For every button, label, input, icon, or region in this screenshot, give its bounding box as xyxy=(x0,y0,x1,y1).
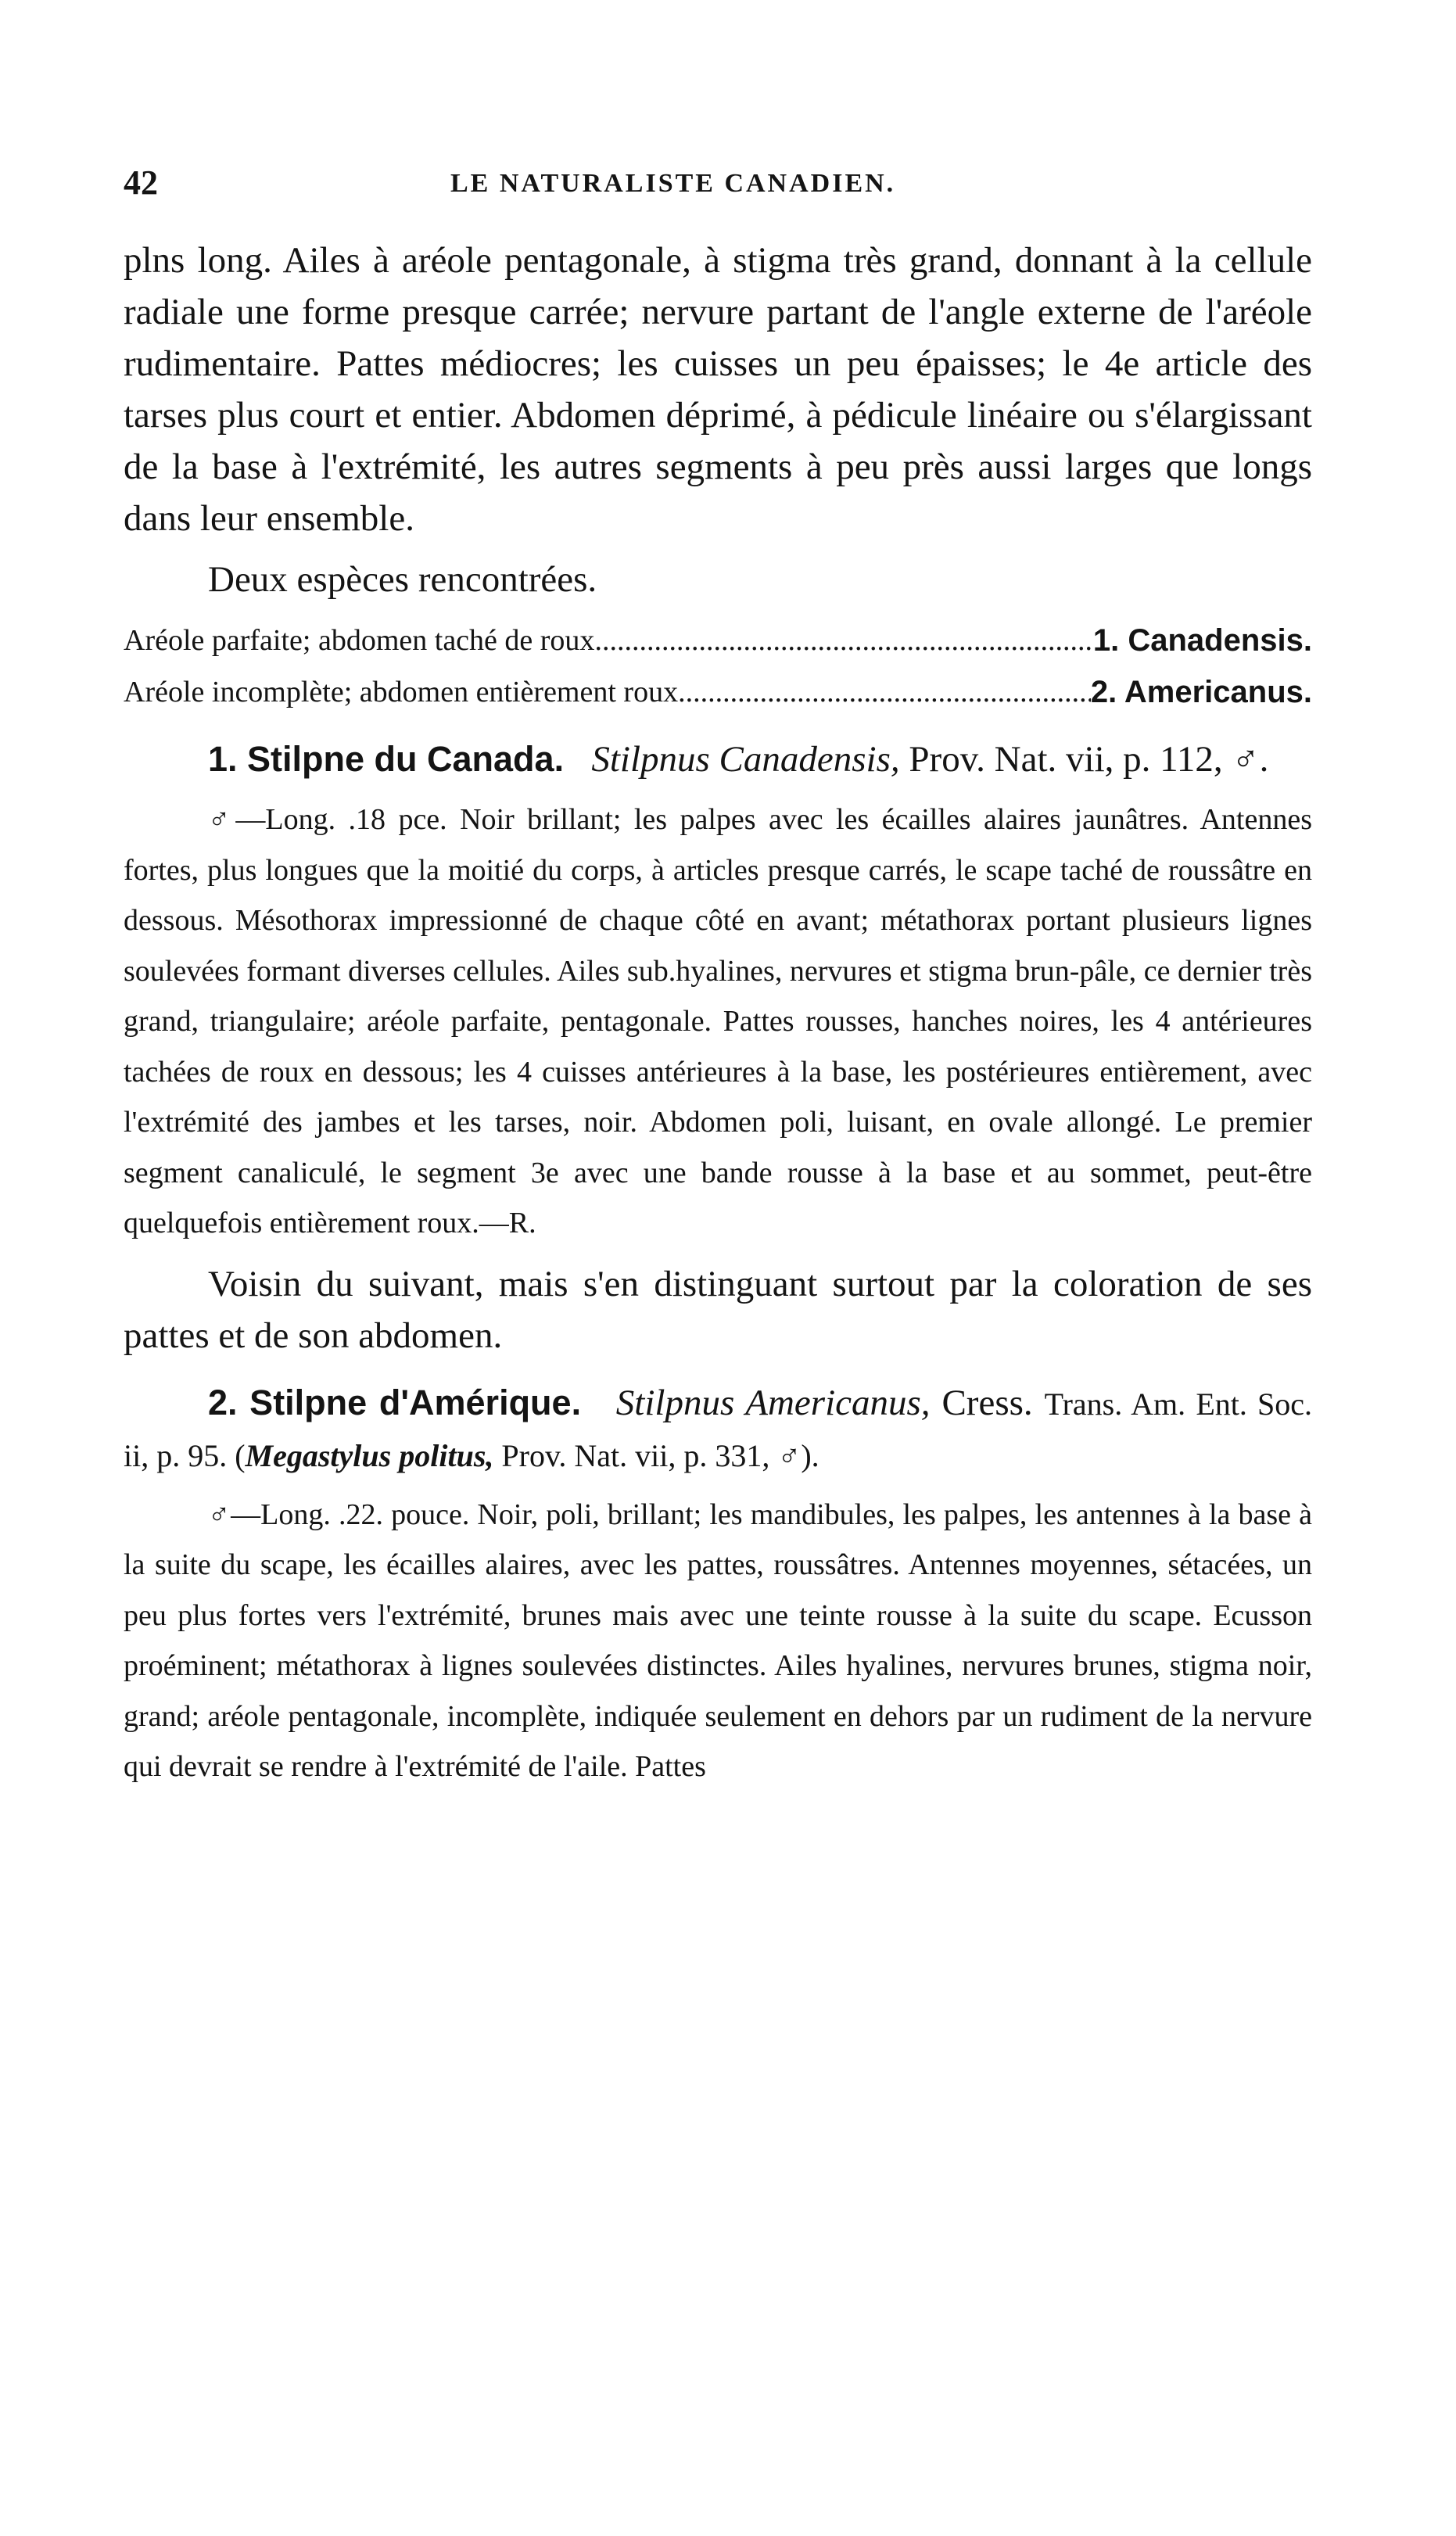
species-entry-1 xyxy=(124,734,1312,1249)
page-number: 42 xyxy=(124,163,158,202)
key-row-result: 1. Canadensis. xyxy=(1092,623,1312,658)
page-body xyxy=(124,235,1312,1792)
reference-prefix: Trans. Am. Ent. Soc. ii, p. 95. ( xyxy=(124,1386,1313,1473)
species-author: Cress. xyxy=(941,1382,1033,1423)
reference-suffix: Prov. Nat. vii, p. 331, ♂). xyxy=(493,1437,819,1473)
key-row-result: 2. Americanus. xyxy=(1090,675,1312,709)
species-latin-name: Stilpnus Americanus, xyxy=(615,1382,931,1423)
species-description: ♂—Long. .22. pouce. Noir, poli, brillant; les mandibules, les palpes, les antennes à la base à la suite du scape, les écailles alaires, avec les pattes, roussâtres. Antennes moyennes, sétacées, un peu plus fortes vers l'extrémité, brunes mais avec une teinte rousse à la suite du scape. Ecusson proéminent; métathorax à lignes soulevées distinctes. Ailes hyalines, nervures brunes, stigma noir, grand; aréole pentagonale, incomplète, indiquée seulement en dehors par un rudiment de la nervure qui devrait se rendre à l'extrémité de l'aile. Pattes xyxy=(124,1498,1312,1783)
species-heading xyxy=(124,1377,1312,1480)
leader-dots xyxy=(678,666,1091,718)
species-name: 1. Stilpne du Canada. xyxy=(208,739,565,779)
synonym-name: Megastylus politus, xyxy=(245,1437,494,1473)
key-row xyxy=(124,666,1312,718)
species-description: ♂—Long. .18 pce. Noir brillant; les palpes avec les écailles alaires jaunâtres. Antennes fortes, plus longues que la moitié du corps, à articles presque carrés, le scape taché de roussâtre en dessous. Mésothorax impressionné de chaque côté en avant; métathorax portant plusieurs lignes soulevées formant diverses cellules. Ailes sub.hyalines, nervures et stigma brun-pâle, ce dernier très grand, triangulaire; aréole parfaite, pentagonale. Pattes rousses, hanches noires, les 4 antérieures tachées de roux en dessous; les 4 cuisses antérieures à la base, les postérieures entièrement, avec l'extrémité des jambes et les tarses, noir. Abdomen poli, luisant, en ovale allongé. Le premier segment canaliculé, le segment 3e avec une bande rousse à la base et au sommet, peut-être quelquefois entièrement roux.—R. xyxy=(124,803,1312,1239)
species-latin-name: Stilpnus Canadensis, xyxy=(591,739,900,780)
species-entry-2 xyxy=(124,1377,1312,1792)
key-row-text: Aréole parfaite; abdomen taché de roux xyxy=(124,624,595,657)
comparison-paragraph: Voisin du suivant, mais s'en distinguant surtout par la coloration de ses pattes et de son abdomen. xyxy=(124,1263,1312,1356)
species-name: 2. Stilpne d'Amérique. xyxy=(208,1382,582,1422)
page-header xyxy=(124,163,1312,210)
genus-description-paragraph: plns long. Ailes à aréole pentagonale, à stigma très grand, donnant à la cellule radiale une forme presque carrée; nervure partant de l'angle externe de l'aréole rudimentaire. Pattes médiocres; les cuisses un peu épaisses; le 4e article des tarses plus court et entier. Abdomen déprimé, à pédicule linéaire ou s'élargissant de la base à l'extrémité, les autres segments à peu près aussi larges que longs dans leur ensemble. xyxy=(124,240,1312,539)
key-row-text: Aréole incomplète; abdomen entièrement roux xyxy=(124,676,679,708)
key-row xyxy=(124,615,1312,666)
leader-dots xyxy=(594,615,1092,666)
species-count-line: Deux espèces rencontrées. xyxy=(208,559,597,600)
running-head: LE NATURALISTE CANADIEN. xyxy=(450,169,896,198)
species-heading xyxy=(124,734,1312,785)
species-key xyxy=(124,615,1312,718)
species-reference: Prov. Nat. vii, p. 112, ♂. xyxy=(909,739,1269,780)
